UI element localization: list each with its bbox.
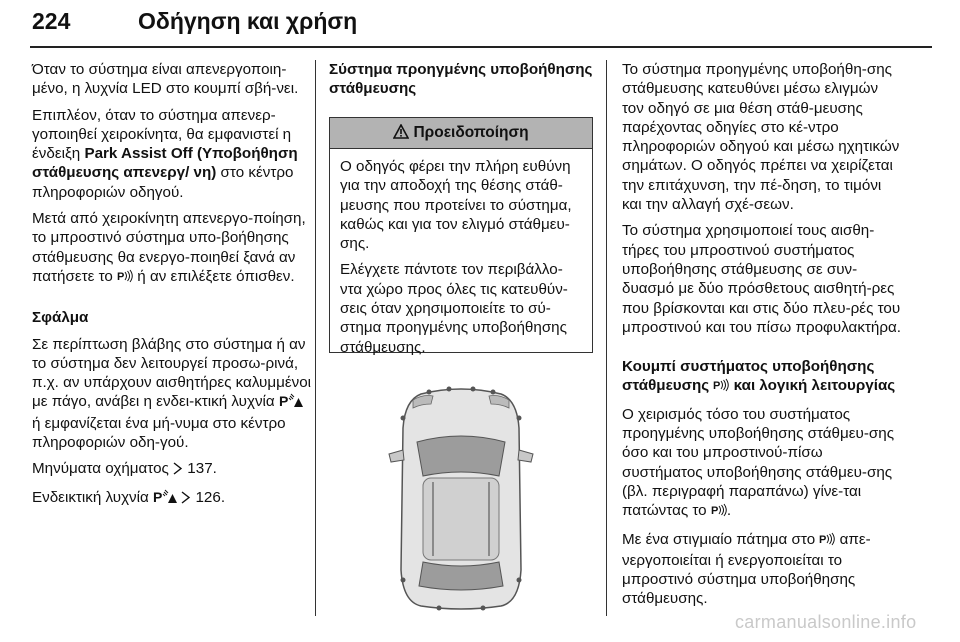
warning-text: Ελέγχετε πάντοτε τον περιβάλλο-ντα χώρο προς όλες τις κατευθύν-σεις όταν χρησιμοποιείτε το σύ-στημα προηγμένης υποβοήθησης στάθμευσης. [340,261,568,356]
svg-text:P: P [278,393,289,409]
warning-body [330,149,592,357]
warning-text: Ο οδηγός φέρει την πλήρη ευθύνη για την αποδοχή της θέσης στάθ-μευσης που προτείνει το σύστημα, καθώς και για τον ελιγμό στάθμευ-σης. [340,158,572,253]
chapter-title: Οδήγηση και χρήση [138,8,358,34]
section-heading: Σύστημα προηγμένης υποβοήθησης στάθμευσης [329,61,593,98]
fault-heading: Σφάλμα [32,309,89,327]
reference-arrow-icon [181,490,191,509]
warning-title: Προειδοποίηση [413,124,529,141]
column-middle [329,60,595,106]
svg-text:P: P [710,505,719,518]
paragraph: Το σύστημα προηγμένης υποβοήθη-σης στάθμευσης κατευθύνει μέσω ελιγμών τον οδηγό σε μια θέση στάθ-μευσης παρέχοντας οδηγίες στο κέ-ντρο πληροφοριών οδηγού και μέσω ηχητικών σημάτων. Ο οδηγός πρέπει να χειρίζεται την επιτάχυνση, την πέ-δηση, το τιμόνι και την αλλαγή σχέ-σεων. [622,61,900,214]
parking-assist-button-icon [711,503,727,522]
column-divider [315,60,316,616]
paragraph: Με ένα στιγμιαίο πάτημα στο P απε-νεργοποιείται ή ενεργοποιείται το μπροστινό σύστημα υποβοήθησης στάθμευσης. [622,530,871,608]
parking-assist-warning-icon [153,489,177,509]
paragraph: Επιπλέον, όταν το σύστημα απενερ-γοποιηθεί χειροκίνητα, θα εμφανιστεί η ένδειξη Park Assist Off (Υποβοήθηση στάθμευσης απενεργ/ νη) στο κέντρο πληροφοριών οδηγού. [32,106,298,201]
page-header [30,8,930,44]
page-number: 224 [32,8,71,34]
paragraph: Ενδεικτική λυχνία P 126. [32,488,312,509]
warning-header [330,118,592,149]
svg-text:P: P [153,488,163,504]
reference-arrow-icon [173,461,183,480]
car-sensors-illustration [329,380,593,614]
display-message: Park Assist Off (Υποβοήθηση στάθμευσης απενεργ/ νη) [32,145,298,182]
svg-text:P: P [819,533,827,546]
parking-assist-button-icon [117,269,133,288]
paragraph: Μετά από χειροκίνητη απενεργο-ποίηση, το μπροστινό σύστημα υπο-βοήθησης στάθμευσης θα ενεργο-ποιηθεί ξανά αν πατήσετε το P ή αν επιλέξετε όπισθεν. [32,209,312,288]
subsection-heading: Κουμπί συστήματος υποβοήθησης στάθμευσης P και λογική λειτουργίας [622,357,904,398]
column-left [32,60,312,516]
paragraph: Μηνύματα οχήματος 137. [32,459,312,480]
parking-assist-button-icon [819,532,835,551]
header-rule [30,46,932,48]
column-divider [606,60,607,616]
warning-box [329,117,593,356]
svg-text:P: P [713,380,721,393]
paragraph: Σε περίπτωση βλάβης στο σύστημα ή αν το σύστημα δεν λειτουργεί προσω-ρινά, π.χ. αν υπάρχουν αισθητήρες καλυμμένοι με πάγο, ανάβει η ενδει-κτική λυχνία P ή εμφανίζεται ένα μή-νυμα στο κέντρο πληροφοριών οδη-γού. [32,335,312,452]
parking-assist-warning-icon [279,393,303,413]
parking-assist-button-icon [713,378,729,397]
paragraph: Ο χειρισμός τόσο του συστήματος προηγμένης υποβοήθησης στάθμευ-σης όσο και του μπροστινού-πίσω συστήματος υποβοήθησης στάθμευ-σης (βλ. περιγραφή παραπάνω) γίνε-ται πατώντας το P . [622,405,904,523]
warning-triangle-icon [393,118,409,148]
svg-text:P: P [117,270,125,283]
watermark: carmanualsonline.info [735,612,917,632]
paragraph: Το σύστημα χρησιμοποιεί τους αισθη-τήρες του μπροστινού συστήματος υποβοήθησης στάθμευσης σε συν-δυασμό με δύο πρόσθετους αισθητή-ρες που βρίσκονται και στις δύο πλευ-ρές του μπροστινού και του πίσω προφυλακτήρα. [622,222,902,336]
paragraph: Όταν το σύστημα είναι απενεργοποιη-μένο, η λυχνία LED στο κουμπί σβή-νει. [32,61,299,98]
column-right [622,60,904,616]
